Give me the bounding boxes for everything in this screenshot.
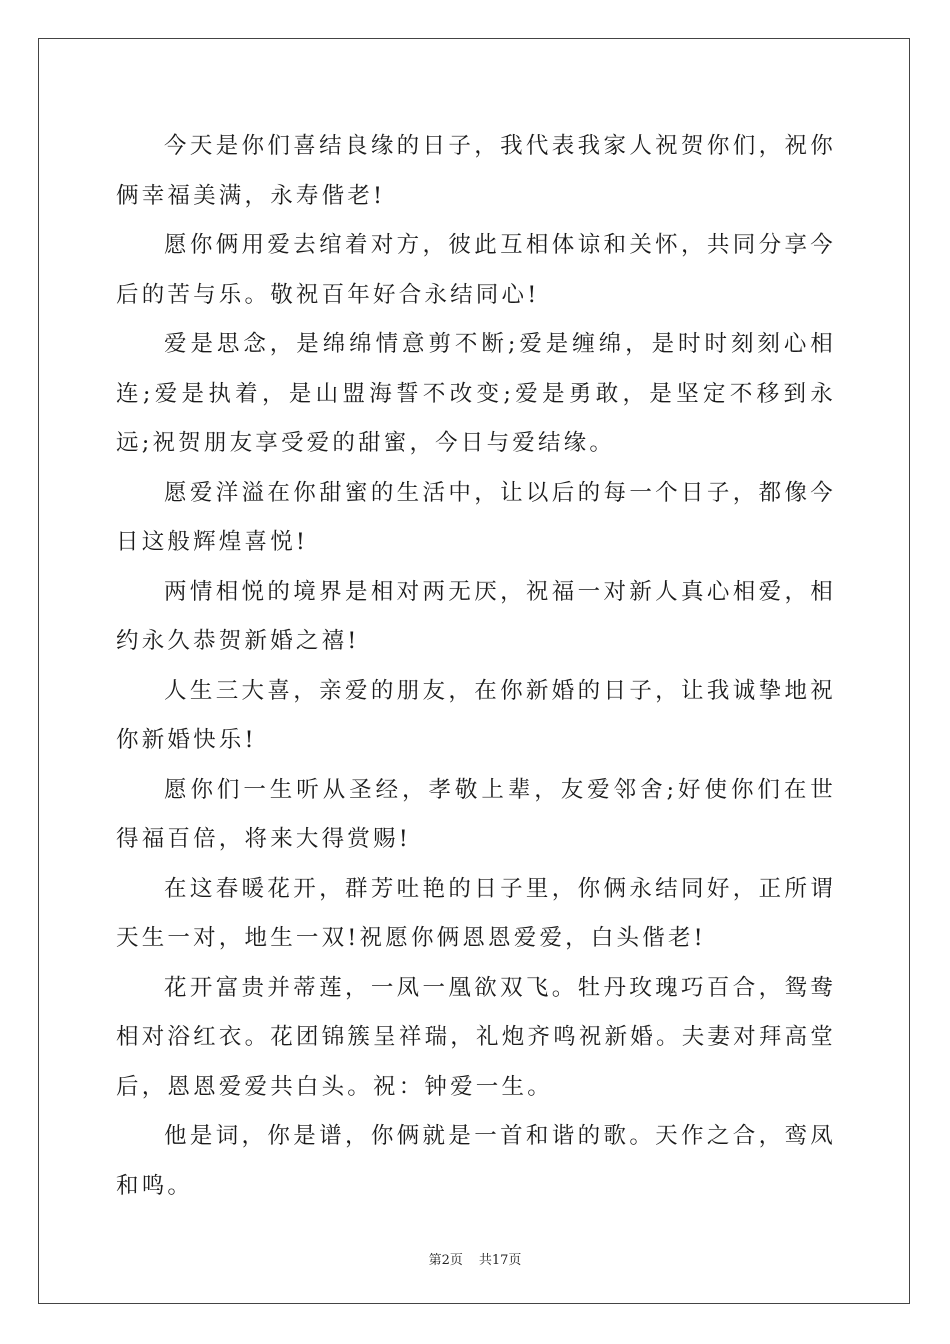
paragraph: 今天是你们喜结良缘的日子，我代表我家人祝贺你们，祝你俩幸福美满，永寿偕老! [116,133,836,209]
paragraph: 愿你们一生听从圣经，孝敬上辈，友爱邻舍;好使你们在世得福百倍，将来大得赏赐! [116,776,836,852]
paragraph: 愿爱洋溢在你甜蜜的生活中，让以后的每一个日子，都像今日这般辉煌喜悦! [116,479,836,555]
paragraph: 两情相悦的境界是相对两无厌，祝福一对新人真心相爱，相约永久恭贺新婚之禧! [116,578,836,654]
paragraph: 花开富贵并蒂莲，一凤一凰欲双飞。牡丹玫瑰巧百合，鸳鸯相对浴红衣。花团锦簇呈祥瑞，礼炮齐鸣祝新婚。夫妻对拜高堂后，恩恩爱爱共白头。祝：钟爱一生。 [116,974,836,1100]
document-body [116,122,836,1211]
page-number: 第2页 [428,1253,463,1268]
paragraph: 爱是思念，是绵绵情意剪不断;爱是缠绵，是时时刻刻心相连;爱是执着，是山盟海誓不改变;爱是勇敢，是坚定不移到永远;祝贺朋友享受爱的甜蜜，今日与爱结缘。 [116,331,836,456]
page-total: 共17页 [478,1253,522,1268]
paragraph: 他是词，你是谱，你俩就是一首和谐的歌。天作之合，鸾凤和鸣。 [116,1123,836,1199]
paragraph: 在这春暖花开，群芳吐艳的日子里，你俩永结同好，正所谓天生一对，地生一双!祝愿你俩恩恩爱爱，白头偕老! [116,875,836,951]
page-footer [0,1249,950,1268]
paragraph: 愿你俩用爱去绾着对方，彼此互相体谅和关怀，共同分享今后的苦与乐。敬祝百年好合永结同心! [116,232,836,308]
paragraph: 人生三大喜，亲爱的朋友，在你新婚的日子，让我诚挚地祝你新婚快乐! [116,677,836,753]
